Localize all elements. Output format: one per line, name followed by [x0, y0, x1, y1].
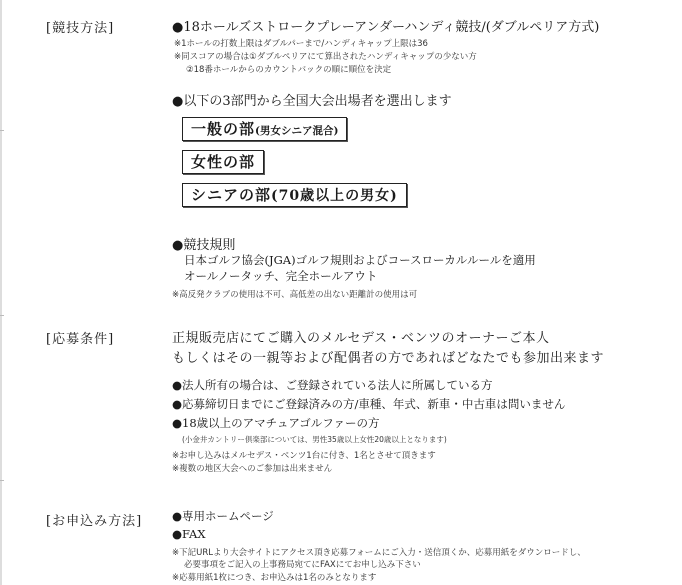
rules-heading: ●競技規則 [172, 238, 236, 253]
rules-line-1: 日本ゴルフ協会(JGA)ゴルフ規則およびコースローカルルールを適用 [184, 253, 536, 267]
eligibility-line-1: 正規販売店にてご購入のメルセデス・ベンツのオーナーご本人 [172, 331, 550, 346]
eligibility-bullet-2: ●応募締切日までにご登録済みの方/車種、年式、新車・中古車は問いません [172, 397, 566, 411]
division-box-women [182, 150, 264, 174]
division-box-senior [182, 183, 407, 207]
application-note-2: 必要事項をご記入の上事務局宛てにFAXにてお申し込み下さい [184, 560, 421, 570]
division-senior-main: シニアの部 [191, 186, 272, 204]
rules-line-2: オールノータッチ、完全ホールアウト [184, 269, 378, 283]
rules-note: ※高反発クラブの使用は不可、高低差の出ない距離計の使用は可 [172, 290, 418, 300]
section-label-application: [お申込み方法] [46, 514, 143, 529]
division-women-main: 女性の部 [191, 153, 256, 171]
scan-edge [0, 0, 2, 585]
competition-note-1: ※1ホールの打数上限はダブルパーまで/ハンディキャップ上限は36 [174, 39, 428, 49]
division-general-sub: (男女シニア混合) [255, 125, 339, 137]
eligibility-note-2: ※複数の地区大会へのご参加は出来ません [172, 464, 333, 474]
application-bullet-2: ●FAX [172, 527, 206, 541]
eligibility-sub-note: (小金井カントリー倶楽部については、男性35歳以上女性20歳以上となります) [182, 435, 447, 444]
division-general-main: 一般の部 [191, 120, 256, 138]
application-bullet-1: ●専用ホームページ [172, 509, 274, 523]
section-label-eligibility: [応募条件] [46, 332, 115, 347]
application-note-3: ※応募用紙1枚につき、お申込みは1名のみとなります [172, 573, 377, 583]
division-box-general [182, 117, 347, 141]
margin-tick [0, 130, 4, 131]
eligibility-note-1: ※お申し込みはメルセデス・ベンツ1台に付き、1名とさせて頂きます [172, 451, 436, 461]
eligibility-bullet-3: ●18歳以上のアマチュアゴルファーの方 [172, 416, 380, 430]
margin-tick [0, 480, 4, 481]
application-note-1: ※下記URLより大会サイトにアクセス頂き応募フォームにご入力・送信頂くか、応募用紙をダウンロードし、 [172, 548, 586, 558]
eligibility-line-2: もしくはその一親等および配偶者の方であればどなたでも参加出来ます [172, 351, 605, 366]
eligibility-bullet-1: ●法人所有の場合は、ご登録されている法人に所属している方 [172, 378, 493, 392]
competition-note-3: ②18番ホールからのカウントバックの順に順位を決定 [186, 65, 392, 75]
division-senior-sub: (70歳以上の男女) [271, 188, 398, 204]
section-label-competition: [競技方法] [46, 21, 115, 36]
competition-headline: ●18ホールズストロークプレーアンダーハンディ競技/(ダブルペリア方式) [172, 20, 600, 35]
margin-tick [0, 315, 4, 316]
competition-note-2: ※同スコアの場合は①ダブルペリアにて算出されたハンディキャップの少ない方 [174, 52, 477, 62]
divisions-intro: ●以下の3部門から全国大会出場者を選出します [172, 94, 452, 109]
